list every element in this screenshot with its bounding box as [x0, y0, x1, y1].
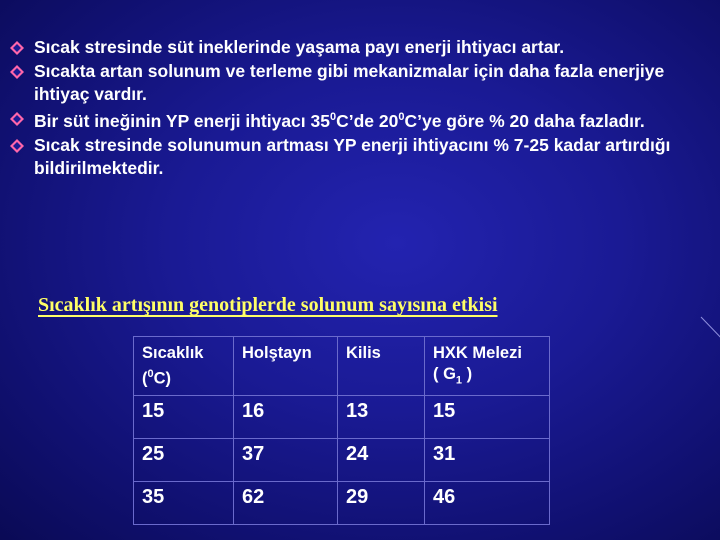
header-cell-holstein: Holştayn	[234, 337, 338, 396]
table-cell: 25	[134, 439, 234, 482]
table-cell: 37	[234, 439, 338, 482]
bullet-item	[6, 36, 718, 60]
table-row	[134, 439, 550, 482]
header-cell-temperature: Sıcaklık ($^0$C)	[134, 337, 234, 396]
diamond-bullet-icon	[9, 40, 25, 56]
bullet-text: Sıcak stresinde solunumun artması YP enerji ihtiyacını % 7-25 kadar artırdığı bildirilmektedir.	[34, 134, 671, 179]
table-title: Sıcaklık artışının genotiplerde solunum sayısına etkisi	[38, 294, 498, 316]
bullet-text: Bir süt ineğinin YP enerji ihtiyacı $35^0C’de$ $20^0C’ye$ göre % 20 daha fazladır.	[34, 111, 645, 132]
diamond-bullet-icon	[9, 138, 25, 154]
table-cell: 15	[134, 396, 234, 439]
bullet-item	[6, 60, 718, 107]
header-cell-hxk: HXK Melezi ( $G_1$ )	[425, 337, 550, 396]
bullet-item	[6, 134, 718, 181]
table-cell: 35	[134, 482, 234, 525]
table-cell: 31	[425, 439, 550, 482]
table-cell: 15	[425, 396, 550, 439]
table-cell: 29	[338, 482, 425, 525]
data-table	[133, 336, 550, 525]
table-cell: 24	[338, 439, 425, 482]
diamond-bullet-icon	[9, 64, 25, 80]
table-cell: 62	[234, 482, 338, 525]
table-cell: 13	[338, 396, 425, 439]
table-row	[134, 482, 550, 525]
table-header-row	[134, 337, 550, 396]
bullet-text: Sıcak stresinde süt ineklerinde yaşama payı enerji ihtiyacı artar.	[34, 37, 565, 57]
header-cell-kilis: Kilis	[338, 337, 425, 396]
table-row	[134, 396, 550, 439]
bullet-item	[6, 107, 718, 134]
bullet-text: Sıcakta artan solunum ve terleme gibi mekanizmalar için daha fazla enerjiye ihtiyaç vardır.	[34, 60, 665, 104]
bullet-list	[6, 36, 718, 181]
decorative-line	[696, 315, 720, 343]
diamond-bullet-icon	[9, 111, 25, 127]
table-cell: 46	[425, 482, 550, 525]
table-cell: 16	[234, 396, 338, 439]
